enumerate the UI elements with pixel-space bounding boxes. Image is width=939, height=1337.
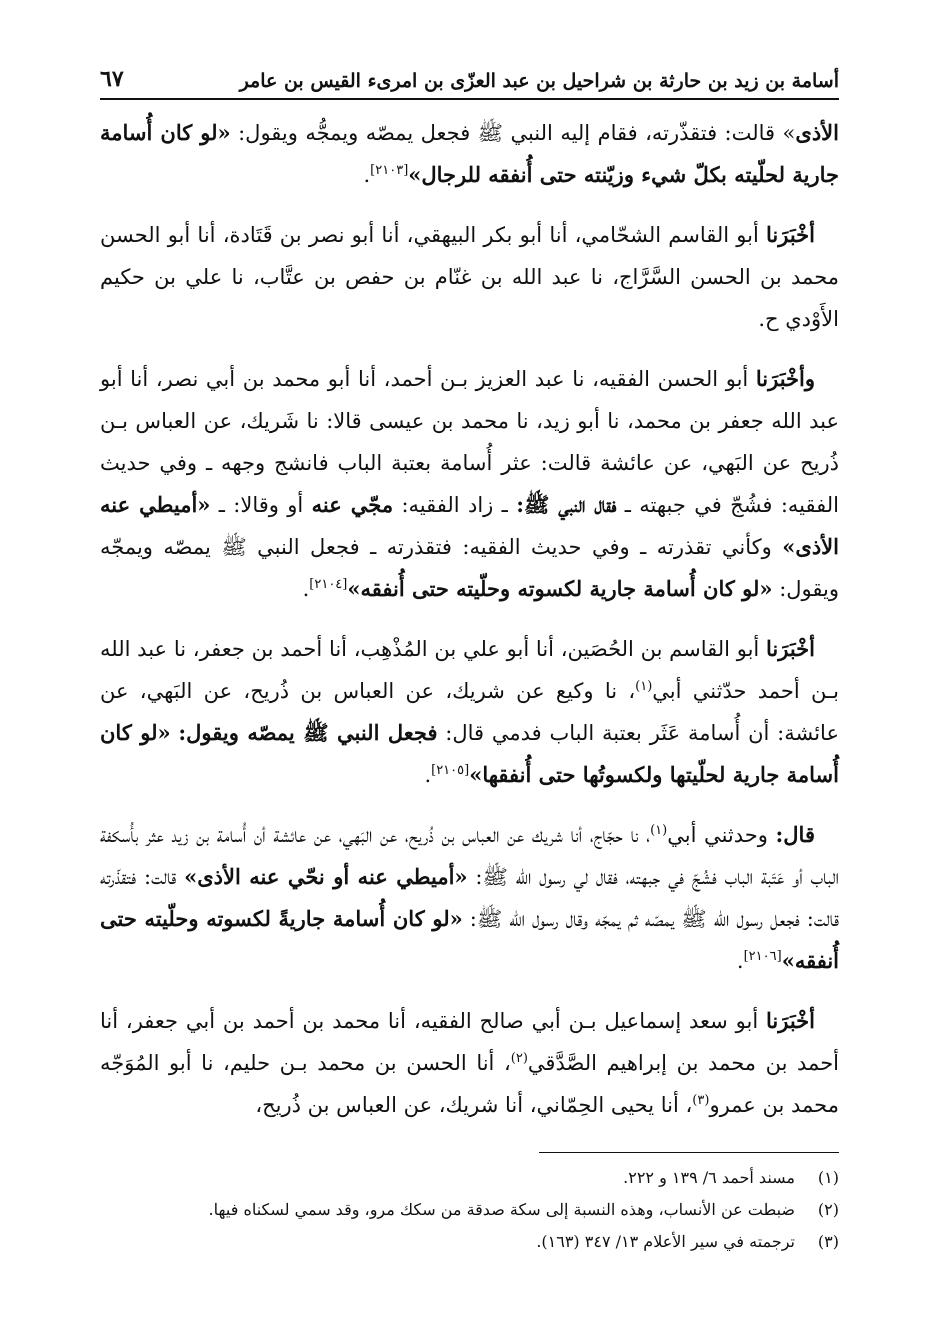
paragraph-5 [100, 814, 839, 982]
paragraph-1 [100, 112, 839, 196]
prophet-speech-lead: فقال النبي ﷺ: [516, 492, 617, 517]
hadith-quote: «لو كان أُسامة جاريةً لكسوته وحلّيته حتى أُنفقه» [100, 906, 839, 973]
footnote-marker[interactable]: (٢) [510, 1051, 528, 1066]
narration-text: ـ زاد الفقيه: [393, 493, 517, 517]
isnad-text: أبو القاسم الشحّامي، أنا أبو بكر البيهقي، أنا أبو نصر بن قَتَادة، أنا أبو الحسن محمد بن الحسن السَّرَّاج، نا عبد الله بن غنّام بن حفص بن عتَّاب، نا علي بن حكيم الأَوْدي ح. [100, 223, 839, 331]
footnote-number: (١) [817, 1168, 839, 1187]
narration-text: أبو القاسم بن الحُصَين، أنا أبو علي بن المُذْهِب، أنا أحمد بن جعفر، نا عبد الله بـن أحمد حدّثني أبي [100, 637, 839, 703]
footnote-number: (٣) [817, 1232, 839, 1251]
hadith-quote: «لو كان أُسامة جارية لكسوته وحلّيته حتى أُنفقه» [347, 576, 773, 601]
isnad-lead: أخْبَرَنا [766, 222, 815, 247]
hadith-quote: «لو كان أُسامة جارية لحلّيته بكلّ شيء وزيّنته حتى أُنفقه للرجال» [100, 120, 839, 187]
hadith-number: [٢١٠٥] [431, 763, 470, 778]
footnote-marker[interactable]: (٣) [692, 1093, 710, 1108]
footnote-2 [100, 1194, 839, 1226]
hadith-quote: «لو كان أُسامة جارية لحلّيتها ولكسوتُها حتى أُنفقها» [100, 720, 839, 787]
prophet-speech-lead: فجعل النبي ﷺ يمصّه ويقول: [178, 720, 438, 745]
running-header [100, 52, 839, 100]
footnote-marker[interactable]: (١) [635, 679, 653, 694]
paragraph-6 [100, 1000, 839, 1126]
footnote-3 [100, 1226, 839, 1258]
paragraph-2 [100, 214, 839, 340]
footnote-number: (٢) [817, 1200, 839, 1219]
punctuation: . [424, 763, 432, 787]
punctuation: . [736, 949, 744, 973]
footnote-marker[interactable]: (١) [650, 823, 668, 838]
narration-text: ، نا حجّاج، أنا شريك عن العباس بن ذُريح، عن البَهي، عن عائشة أن أُسامة بن زيد عثر بأُسكفة الباب أو عَتَبة الباب فشُجّ في جبهته، فقال لي رسول الله ﷺ: [100, 823, 839, 889]
hadith-quote: «أميطي عنه الأذى» [100, 492, 839, 559]
isnad-lead: أخْبَرَنا [766, 1008, 815, 1033]
narration-text: أبو الحسن الفقيه، نا عبد العزيز بـن أحمد، أنا أبو محمد بن أبي نصر، أنا أبو عبد الله جعفر بن محمد، نا أبو زيد، نا محمد بن عيسى قالا: نا شَريك، عن العباس بـن ذُريح عن البَهي، عن عائشة قالت: عثر أُسامة بعتبة الباب فانشج وجهه ـ وفي حديث الفقيه: فشُجّ في جبهته ـ [100, 367, 839, 517]
punctuation: . [363, 163, 371, 187]
hadith-number: [٢١٠٣] [370, 163, 409, 178]
narration-text: وكأني تقذرته ـ وفي حديث الفقيه: فتقذرته ـ فجعل النبي ﷺ يمصّه ويمجّه ويقول: [100, 535, 839, 601]
hadith-number: [٢١٠٤] [309, 577, 348, 592]
narration-text: ، أنا الحسن بن محمد بـن حليم، نا أبو المُوَجّه محمد بن عمرو [100, 1051, 839, 1117]
isnad-lead: أخْبَرَنا [766, 636, 815, 661]
footnote-text: ضبطت عن الأنساب، وهذه النسبة إلى سكة صدقة من سكك مرو، وقد سمي لسكناه فيها. [208, 1200, 795, 1219]
footnote-text: ترجمته في سير الأعلام ١٣/ ٣٤٧ (١٦٣). [536, 1232, 795, 1251]
narration-text: قالت: فتقذّرته قالت: فجعل رسول الله ﷺ يمصّه ثم يمجّه وقال رسول الله ﷺ: [100, 865, 839, 931]
narration-text: ، نا وكيع عن شريك، عن العباس بن ذُريح، عن البَهي، عن عائشة: أن أُسامة عَثَر بعتبة الباب فدمي قال: [100, 679, 839, 745]
paragraph-4 [100, 628, 839, 796]
narration-text: ، أنا يحيى الحِمّاني، أنا شريك، عن العباس بن ذُريح، [255, 1093, 693, 1117]
footnote-text: مسند أحمد ٦/ ١٣٩ و ٢٢٢. [623, 1168, 795, 1187]
hadith-quote: مجّي عنه [311, 492, 394, 517]
quote-word: الأذى [795, 120, 839, 145]
narration-text: أبو سعد إسماعيل بـن أبي صالح الفقيه، أنا محمد بن أحمد بن أبي جعفر، أنا أحمد بن محمد بن إبراهيم الصَّدَّقي [100, 1009, 840, 1075]
narration-text: أو وقالا: ـ [210, 493, 312, 517]
narration-text: » قالت: فتقذّرته، فقام إليه النبي ﷺ فجعل يمصّه ويمجُّه ويقول: [230, 121, 796, 145]
footnote-1 [100, 1162, 839, 1194]
hadith-number: [٢١٠٦] [743, 949, 782, 964]
footnotes [100, 1162, 839, 1258]
isnad-lead: قال: [775, 822, 815, 847]
narration-text: وحدثني أبي [667, 823, 776, 847]
paragraph-3 [100, 358, 839, 610]
hadith-quote: «أميطي عنه أو نحّي عنه الأذى» [184, 864, 468, 889]
header-title: أسامة بن زيد بن حارثة بن شراحيل بن عبد العزّى بن امرىء القيس بن عامر [239, 70, 839, 92]
footnote-separator [539, 1152, 839, 1153]
page-number: ٦٧ [100, 66, 124, 92]
main-text [100, 112, 839, 1144]
punctuation: . [302, 577, 310, 601]
isnad-lead: وأخْبَرَنا [755, 366, 815, 391]
